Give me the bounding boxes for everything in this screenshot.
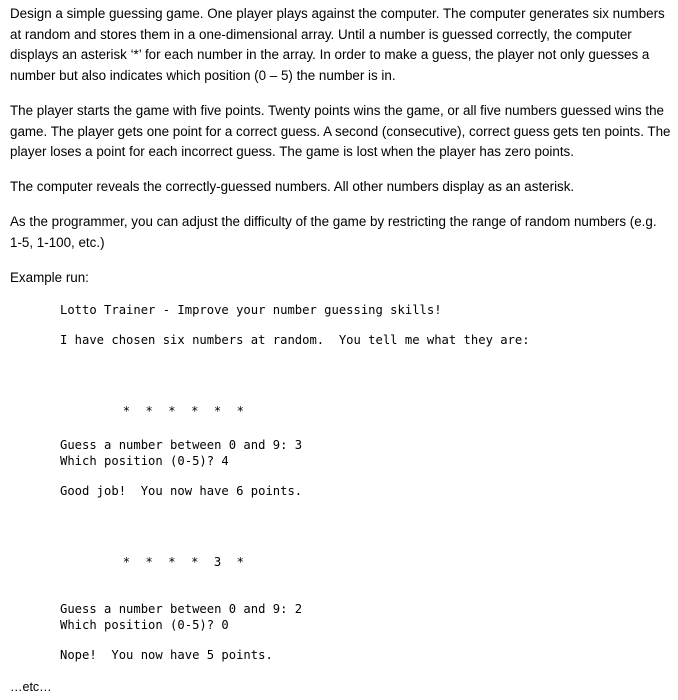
board-cell: * xyxy=(145,555,153,569)
example-title-line: Lotto Trainer - Improve your number guessing skills! xyxy=(60,303,442,317)
board-display-1 xyxy=(108,390,259,418)
result-message-1: Good job! You now have 6 points. xyxy=(60,484,303,498)
difficulty-paragraph: As the programmer, you can adjust the difficulty of the game by restricting the range of random numbers (e.g. 1-5, 1-100, etc.) xyxy=(10,214,657,250)
board-cell: * xyxy=(213,404,222,418)
guess-number-prompt-1: Guess a number between 0 and 9: 3 xyxy=(60,438,303,452)
rules-paragraph: The player starts the game with five points. Twenty points wins the game, or all five numbers guessed wins the game. The player gets one point for a correct guess. A second (consecutive), correct guess gets ten points. The player loses a point for each incorrect guess. The game is lost when the player has zero points. xyxy=(10,103,671,159)
board-cell: 3 xyxy=(213,555,222,569)
result-message-2: Nope! You now have 5 points. xyxy=(60,648,273,662)
etc-ellipsis: …etc… xyxy=(10,680,52,694)
board-cell: * xyxy=(168,404,176,418)
board-cell: * xyxy=(236,404,245,418)
board-cell: * xyxy=(191,404,199,418)
board-display-2 xyxy=(108,541,259,569)
board-cell: * xyxy=(122,404,131,418)
reveal-paragraph: The computer reveals the correctly-guessed numbers. All other numbers display as an asterisk. xyxy=(10,179,575,194)
board-cell: * xyxy=(122,555,131,569)
board-cell: * xyxy=(145,404,153,418)
example-heading: Example run: xyxy=(10,270,89,285)
guess-position-prompt-2: Which position (0-5)? 0 xyxy=(60,618,229,632)
guess-number-prompt-2: Guess a number between 0 and 9: 2 xyxy=(60,602,303,616)
board-cell: * xyxy=(191,555,199,569)
guess-position-prompt-1: Which position (0-5)? 4 xyxy=(60,454,229,468)
intro-paragraph: Design a simple guessing game. One player plays against the computer. The computer generates six numbers at random and stores them in a one-dimensional array. Until a number is guessed correctly, the computer displays an asterisk ‘*’ for each number in the array. In order to make a guess, the player not only guesses a number but also indicates which position (0 – 5) the number is in. xyxy=(10,6,665,83)
board-cell: * xyxy=(168,555,176,569)
board-cell: * xyxy=(236,555,245,569)
example-intro-line: I have chosen six numbers at random. You tell me what they are: xyxy=(60,333,530,347)
